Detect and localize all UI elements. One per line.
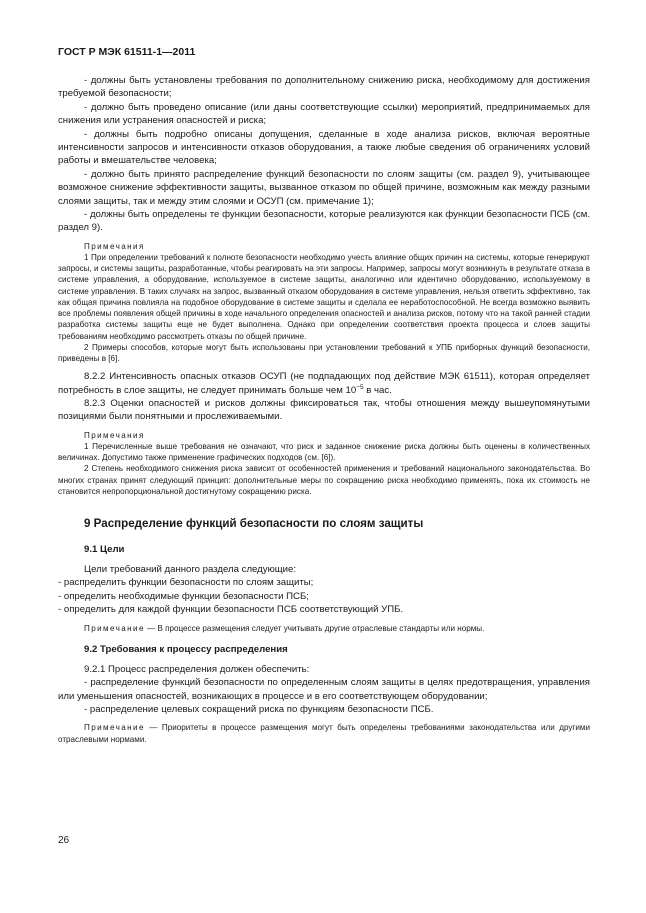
list-item: - должны быть установлены требования по дополнительному снижению риска, необходимому для достижения требуемой безопасности; [58, 75, 590, 100]
standard-header: ГОСТ Р МЭК 61511-1—2011 [58, 46, 196, 58]
note-inline [58, 623, 590, 634]
list-item: - распределение функций безопасности по определенным слоям защиты в целях предотвращения, управления или уменьшения опасностей, возникающих в процессе и в его соответствующем оборудовании; [58, 677, 590, 702]
note-text: — В процессе размещения следует учитывать другие отраслевые стандарты или нормы. [144, 623, 485, 633]
paragraph-8-2-2-end: в час. [363, 384, 392, 396]
note-label: Примечание [84, 623, 145, 633]
list-item: - определить для каждой функции безопасности ПСБ соответствующий УПБ. [58, 604, 404, 616]
note-paragraph: 2 Степень необходимого снижения риска зависит от особенностей применения и требований национального законодательства. Во многих странах принят следующий принцип: дополнительные меры по сокращению риска необходимо применять, пока их стоимость не становится непропорциональной достигнутому сокращению риска. [58, 464, 590, 496]
paragraph: 9.2.1 Процесс распределения должен обеспечить: [84, 663, 310, 675]
exponent: −5 [356, 383, 364, 391]
note-paragraph: 1 При определении требований к полноте безопасности необходимо учесть влияние общих причин на системы, которые генерируют запросы, и системы защиты, разработанные, чтобы реагировать на эти запросы. Например, запросы могут возникнуть в результате отказа в системе управления, а оборудование, используемое в системе защиты, аналогично или идентично оборудованию, используемому в системе управления. В таких случаях на запрос, вызванный отказом оборудования в системе управления, нельзя ответить эффективно, так как общая причина повлияла на подобное оборудование в системе защиты и сделала ее неработоспособной. Не всегда возможно выявить все проблемы появления общей причины в ходе начального определения опасностей и анализа рисков, потому что на такой ранней стадии разработка системы защиты еще не будет выполнена. Однако при определении соответствия проекта процесса и слоев защиты требованиям необходимо рассмотреть отказы по общей причине. [58, 253, 590, 341]
note-paragraph: 2 Примеры способов, которые могут быть использованы при установлении требований к УПБ приборных функций безопасности, приведены в [6]. [58, 342, 590, 363]
notes-heading: Примечания [84, 430, 145, 440]
note-text: — Приоритеты в процессе размещения могут быть определены требованиями законодательства или другими отраслевыми нормами. [58, 723, 590, 744]
note-inline [58, 722, 590, 744]
subsection-heading: 9.1 Цели [84, 543, 125, 555]
list-item: - определить необходимые функции безопасности ПСБ; [58, 590, 309, 602]
paragraph-8-2-2 [58, 370, 590, 397]
list-item: - должны быть подробно описаны допущения, сделанные в ходе анализа рисков, включая вероятные интенсивности запросов и интенсивности отказов оборудования, а также любые сведения об ограничениях условий работы и вмешательстве человека; [58, 128, 590, 167]
list-item: - должно быть проведено описание (или даны соответствующие ссылки) мероприятий, предпринимаемых для снижения или устранения опасностей и риска; [58, 101, 590, 127]
page-number: 26 [58, 835, 70, 846]
notes-heading: Примечания [84, 241, 145, 251]
paragraph: Цели требований данного раздела следующие: [84, 563, 297, 575]
note-label: Примечание [84, 723, 145, 733]
list-item: - распределить функции безопасности по слоям защиты; [58, 577, 314, 589]
note-paragraph: 1 Перечисленные выше требования не означают, что риск и заданное снижение риска должны быть оценены в количественных величинах. Допустимо также применение графических подходов (см. [6]). [58, 441, 590, 463]
section-heading: 9 Распределение функций безопасности по слоям защиты [84, 516, 424, 530]
list-item: - должно быть принято распределение функций безопасности по слоям защиты (см. раздел 9), учитывающее возможное снижение эффективности защиты, вызванное отказом по общей причине, возможным как между разными слоями защиты, так и между этим слоями и ОСУП (см. примечание 1); [58, 168, 590, 207]
paragraph-8-2-3: 8.2.3 Оценки опасностей и рисков должны фиксироваться так, чтобы отношения между вышеупомянутыми позициями были понятными и прослеживаемыми. [58, 397, 590, 423]
list-item: - должны быть определены те функции безопасности, которые реализуются как функции безопасности ПСБ (см. раздел 9). [58, 209, 590, 234]
paragraph-8-2-2-text: 8.2.2 Интенсивность опасных отказов ОСУП (не подпадающих под действие МЭК 61511), которая определяет потребность в слое защиты, не следует принимать больше чем 10 [58, 371, 590, 396]
subsection-heading: 9.2 Требования к процессу распределения [84, 643, 288, 655]
list-item: - распределение целевых сокращений риска по функциям безопасности ПСБ. [84, 704, 434, 715]
